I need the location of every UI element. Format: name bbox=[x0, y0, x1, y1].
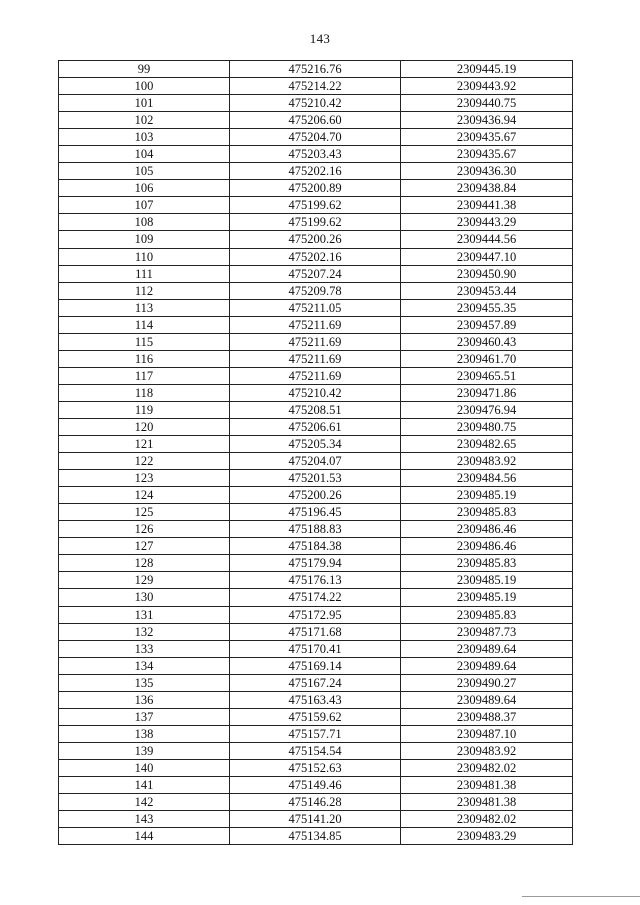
y-coordinate-cell: 2309482.65 bbox=[401, 436, 573, 453]
x-coordinate-cell: 475216.76 bbox=[230, 61, 401, 78]
x-coordinate-cell: 475154.54 bbox=[230, 742, 401, 759]
point-number-cell: 112 bbox=[59, 282, 230, 299]
x-coordinate-cell: 475200.89 bbox=[230, 180, 401, 197]
x-coordinate-cell: 475209.78 bbox=[230, 282, 401, 299]
x-coordinate-cell: 475199.62 bbox=[230, 214, 401, 231]
x-coordinate-cell: 475176.13 bbox=[230, 572, 401, 589]
y-coordinate-cell: 2309441.38 bbox=[401, 197, 573, 214]
table-row bbox=[59, 265, 573, 282]
x-coordinate-cell: 475202.16 bbox=[230, 163, 401, 180]
table-row bbox=[59, 248, 573, 265]
table-row bbox=[59, 146, 573, 163]
x-coordinate-cell: 475169.14 bbox=[230, 657, 401, 674]
table-row bbox=[59, 401, 573, 418]
x-coordinate-cell: 475163.43 bbox=[230, 691, 401, 708]
x-coordinate-cell: 475200.26 bbox=[230, 487, 401, 504]
x-coordinate-cell: 475167.24 bbox=[230, 674, 401, 691]
y-coordinate-cell: 2309471.86 bbox=[401, 384, 573, 401]
x-coordinate-cell: 475210.42 bbox=[230, 384, 401, 401]
x-coordinate-cell: 475196.45 bbox=[230, 504, 401, 521]
point-number-cell: 116 bbox=[59, 350, 230, 367]
coordinates-table bbox=[58, 60, 573, 845]
table-row bbox=[59, 521, 573, 538]
table-row bbox=[59, 828, 573, 845]
point-number-cell: 100 bbox=[59, 78, 230, 95]
table-row bbox=[59, 504, 573, 521]
x-coordinate-cell: 475159.62 bbox=[230, 708, 401, 725]
table-row bbox=[59, 418, 573, 435]
y-coordinate-cell: 2309476.94 bbox=[401, 401, 573, 418]
page-number: 143 bbox=[309, 31, 331, 46]
x-coordinate-cell: 475188.83 bbox=[230, 521, 401, 538]
x-coordinate-cell: 475206.60 bbox=[230, 112, 401, 129]
y-coordinate-cell: 2309450.90 bbox=[401, 265, 573, 282]
table-row bbox=[59, 112, 573, 129]
x-coordinate-cell: 475214.22 bbox=[230, 78, 401, 95]
point-number-cell: 140 bbox=[59, 759, 230, 776]
table-row bbox=[59, 214, 573, 231]
point-number-cell: 126 bbox=[59, 521, 230, 538]
table-row bbox=[59, 606, 573, 623]
x-coordinate-cell: 475204.70 bbox=[230, 129, 401, 146]
y-coordinate-cell: 2309487.10 bbox=[401, 725, 573, 742]
point-number-cell: 124 bbox=[59, 487, 230, 504]
y-coordinate-cell: 2309485.19 bbox=[401, 487, 573, 504]
point-number-cell: 102 bbox=[59, 112, 230, 129]
table-row bbox=[59, 316, 573, 333]
x-coordinate-cell: 475179.94 bbox=[230, 555, 401, 572]
point-number-cell: 138 bbox=[59, 725, 230, 742]
table-row bbox=[59, 350, 573, 367]
point-number-cell: 122 bbox=[59, 453, 230, 470]
x-coordinate-cell: 475206.61 bbox=[230, 418, 401, 435]
y-coordinate-cell: 2309488.37 bbox=[401, 708, 573, 725]
point-number-cell: 142 bbox=[59, 794, 230, 811]
table-row bbox=[59, 197, 573, 214]
x-coordinate-cell: 475146.28 bbox=[230, 794, 401, 811]
point-number-cell: 121 bbox=[59, 436, 230, 453]
y-coordinate-cell: 2309481.38 bbox=[401, 776, 573, 793]
table-row bbox=[59, 572, 573, 589]
x-coordinate-cell: 475171.68 bbox=[230, 623, 401, 640]
table-row bbox=[59, 725, 573, 742]
point-number-cell: 132 bbox=[59, 623, 230, 640]
point-number-cell: 105 bbox=[59, 163, 230, 180]
point-number-cell: 101 bbox=[59, 95, 230, 112]
y-coordinate-cell: 2309460.43 bbox=[401, 333, 573, 350]
point-number-cell: 111 bbox=[59, 265, 230, 282]
y-coordinate-cell: 2309485.83 bbox=[401, 555, 573, 572]
y-coordinate-cell: 2309486.46 bbox=[401, 538, 573, 555]
table-row bbox=[59, 640, 573, 657]
y-coordinate-cell: 2309444.56 bbox=[401, 231, 573, 248]
x-coordinate-cell: 475184.38 bbox=[230, 538, 401, 555]
point-number-cell: 118 bbox=[59, 384, 230, 401]
x-coordinate-cell: 475149.46 bbox=[230, 776, 401, 793]
y-coordinate-cell: 2309457.89 bbox=[401, 316, 573, 333]
x-coordinate-cell: 475211.05 bbox=[230, 299, 401, 316]
table-row bbox=[59, 129, 573, 146]
y-coordinate-cell: 2309482.02 bbox=[401, 811, 573, 828]
point-number-cell: 107 bbox=[59, 197, 230, 214]
y-coordinate-cell: 2309490.27 bbox=[401, 674, 573, 691]
x-coordinate-cell: 475207.24 bbox=[230, 265, 401, 282]
table-row bbox=[59, 61, 573, 78]
y-coordinate-cell: 2309455.35 bbox=[401, 299, 573, 316]
y-coordinate-cell: 2309485.19 bbox=[401, 589, 573, 606]
y-coordinate-cell: 2309487.73 bbox=[401, 623, 573, 640]
x-coordinate-cell: 475211.69 bbox=[230, 367, 401, 384]
table-row bbox=[59, 555, 573, 572]
y-coordinate-cell: 2309436.30 bbox=[401, 163, 573, 180]
x-coordinate-cell: 475210.42 bbox=[230, 95, 401, 112]
table-row bbox=[59, 776, 573, 793]
x-coordinate-cell: 475141.20 bbox=[230, 811, 401, 828]
x-coordinate-cell: 475134.85 bbox=[230, 828, 401, 845]
point-number-cell: 123 bbox=[59, 470, 230, 487]
y-coordinate-cell: 2309489.64 bbox=[401, 640, 573, 657]
point-number-cell: 136 bbox=[59, 691, 230, 708]
x-coordinate-cell: 475211.69 bbox=[230, 333, 401, 350]
y-coordinate-cell: 2309483.29 bbox=[401, 828, 573, 845]
table-row bbox=[59, 538, 573, 555]
x-coordinate-cell: 475203.43 bbox=[230, 146, 401, 163]
point-number-cell: 109 bbox=[59, 231, 230, 248]
y-coordinate-cell: 2309438.84 bbox=[401, 180, 573, 197]
point-number-cell: 128 bbox=[59, 555, 230, 572]
table-row bbox=[59, 299, 573, 316]
y-coordinate-cell: 2309480.75 bbox=[401, 418, 573, 435]
point-number-cell: 143 bbox=[59, 811, 230, 828]
table-row bbox=[59, 589, 573, 606]
point-number-cell: 125 bbox=[59, 504, 230, 521]
x-coordinate-cell: 475152.63 bbox=[230, 759, 401, 776]
point-number-cell: 141 bbox=[59, 776, 230, 793]
point-number-cell: 131 bbox=[59, 606, 230, 623]
y-coordinate-cell: 2309485.83 bbox=[401, 504, 573, 521]
table-row bbox=[59, 708, 573, 725]
table-row bbox=[59, 95, 573, 112]
x-coordinate-cell: 475172.95 bbox=[230, 606, 401, 623]
y-coordinate-cell: 2309440.75 bbox=[401, 95, 573, 112]
table-row bbox=[59, 487, 573, 504]
y-coordinate-cell: 2309483.92 bbox=[401, 453, 573, 470]
point-number-cell: 110 bbox=[59, 248, 230, 265]
point-number-cell: 108 bbox=[59, 214, 230, 231]
y-coordinate-cell: 2309483.92 bbox=[401, 742, 573, 759]
point-number-cell: 119 bbox=[59, 401, 230, 418]
y-coordinate-cell: 2309435.67 bbox=[401, 129, 573, 146]
y-coordinate-cell: 2309484.56 bbox=[401, 470, 573, 487]
table-row bbox=[59, 436, 573, 453]
point-number-cell: 144 bbox=[59, 828, 230, 845]
x-coordinate-cell: 475157.71 bbox=[230, 725, 401, 742]
point-number-cell: 137 bbox=[59, 708, 230, 725]
table-row bbox=[59, 180, 573, 197]
y-coordinate-cell: 2309485.83 bbox=[401, 606, 573, 623]
x-coordinate-cell: 475170.41 bbox=[230, 640, 401, 657]
y-coordinate-cell: 2309453.44 bbox=[401, 282, 573, 299]
table-row bbox=[59, 794, 573, 811]
table-row bbox=[59, 742, 573, 759]
y-coordinate-cell: 2309465.51 bbox=[401, 367, 573, 384]
point-number-cell: 103 bbox=[59, 129, 230, 146]
y-coordinate-cell: 2309486.46 bbox=[401, 521, 573, 538]
x-coordinate-cell: 475204.07 bbox=[230, 453, 401, 470]
y-coordinate-cell: 2309443.92 bbox=[401, 78, 573, 95]
table-row bbox=[59, 674, 573, 691]
table-row bbox=[59, 163, 573, 180]
y-coordinate-cell: 2309489.64 bbox=[401, 657, 573, 674]
y-coordinate-cell: 2309435.67 bbox=[401, 146, 573, 163]
point-number-cell: 104 bbox=[59, 146, 230, 163]
y-coordinate-cell: 2309485.19 bbox=[401, 572, 573, 589]
table-row bbox=[59, 691, 573, 708]
table-row bbox=[59, 470, 573, 487]
table-row bbox=[59, 759, 573, 776]
table-row bbox=[59, 282, 573, 299]
x-coordinate-cell: 475205.34 bbox=[230, 436, 401, 453]
point-number-cell: 99 bbox=[59, 61, 230, 78]
scan-edge-line bbox=[522, 896, 640, 897]
y-coordinate-cell: 2309436.94 bbox=[401, 112, 573, 129]
point-number-cell: 133 bbox=[59, 640, 230, 657]
x-coordinate-cell: 475201.53 bbox=[230, 470, 401, 487]
point-number-cell: 115 bbox=[59, 333, 230, 350]
point-number-cell: 106 bbox=[59, 180, 230, 197]
x-coordinate-cell: 475199.62 bbox=[230, 197, 401, 214]
y-coordinate-cell: 2309445.19 bbox=[401, 61, 573, 78]
y-coordinate-cell: 2309482.02 bbox=[401, 759, 573, 776]
point-number-cell: 139 bbox=[59, 742, 230, 759]
x-coordinate-cell: 475211.69 bbox=[230, 350, 401, 367]
table-row bbox=[59, 623, 573, 640]
point-number-cell: 114 bbox=[59, 316, 230, 333]
y-coordinate-cell: 2309461.70 bbox=[401, 350, 573, 367]
table-row bbox=[59, 333, 573, 350]
point-number-cell: 134 bbox=[59, 657, 230, 674]
table-row bbox=[59, 657, 573, 674]
x-coordinate-cell: 475202.16 bbox=[230, 248, 401, 265]
table-row bbox=[59, 78, 573, 95]
y-coordinate-cell: 2309481.38 bbox=[401, 794, 573, 811]
table-row bbox=[59, 367, 573, 384]
table-row bbox=[59, 384, 573, 401]
x-coordinate-cell: 475208.51 bbox=[230, 401, 401, 418]
point-number-cell: 135 bbox=[59, 674, 230, 691]
y-coordinate-cell: 2309489.64 bbox=[401, 691, 573, 708]
point-number-cell: 127 bbox=[59, 538, 230, 555]
y-coordinate-cell: 2309447.10 bbox=[401, 248, 573, 265]
point-number-cell: 113 bbox=[59, 299, 230, 316]
x-coordinate-cell: 475200.26 bbox=[230, 231, 401, 248]
coordinates-table-body bbox=[59, 61, 573, 845]
table-row bbox=[59, 231, 573, 248]
point-number-cell: 129 bbox=[59, 572, 230, 589]
y-coordinate-cell: 2309443.29 bbox=[401, 214, 573, 231]
x-coordinate-cell: 475174.22 bbox=[230, 589, 401, 606]
x-coordinate-cell: 475211.69 bbox=[230, 316, 401, 333]
point-number-cell: 117 bbox=[59, 367, 230, 384]
point-number-cell: 120 bbox=[59, 418, 230, 435]
point-number-cell: 130 bbox=[59, 589, 230, 606]
table-row bbox=[59, 811, 573, 828]
table-row bbox=[59, 453, 573, 470]
